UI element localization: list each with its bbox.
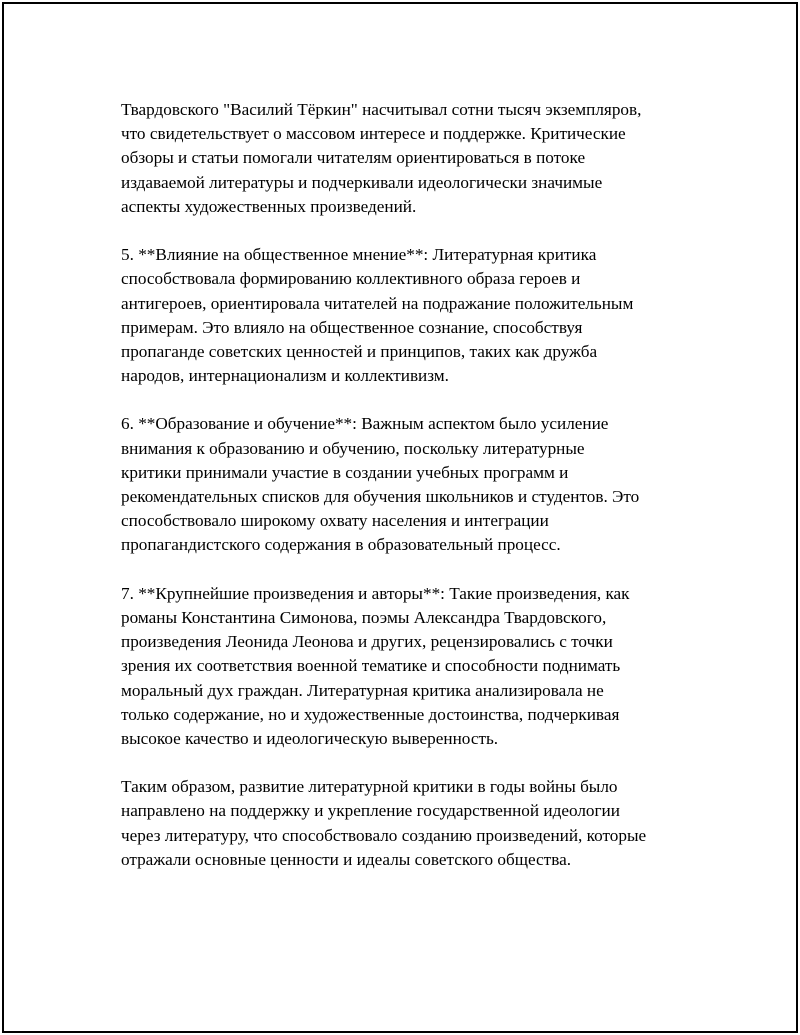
text-line: направлено на поддержку и укрепление государственной идеологии xyxy=(121,801,620,821)
paragraph-item-5 xyxy=(121,243,691,388)
text-line: моральный дух граждан. Литературная критика анализировала не xyxy=(121,680,604,700)
text-line: аспекты художественных произведений. xyxy=(121,196,417,216)
page-frame xyxy=(2,2,798,1033)
text-line: примерам. Это влияло на общественное сознание, способствуя xyxy=(121,317,583,337)
text-line: антигероев, ориентировала читателей на подражание положительным xyxy=(121,293,634,313)
text-line: Твардовского "Василий Тёркин" насчитывал сотни тысяч экземпляров, xyxy=(121,100,642,119)
text-line: романы Константина Симонова, поэмы Александра Твардовского, xyxy=(121,607,607,627)
text-line: 5. **Влияние на общественное мнение**: Литературная критика xyxy=(121,245,597,265)
text-line: способствовало широкому охвату населения и интеграции xyxy=(121,511,549,531)
text-line: рекомендательных списков для обучения школьников и студентов. Это xyxy=(121,487,640,506)
text-line: обзоры и статьи помогали читателям ориентироваться в потоке xyxy=(121,148,586,168)
text-line: народов, интернационализм и коллективизм. xyxy=(121,366,449,386)
text-line: способствовала формированию коллективного образа героев и xyxy=(121,269,581,289)
text-line: пропаганде советских ценностей и принципов, таких как дружба xyxy=(121,341,598,361)
text-line: 7. **Крупнейшие произведения и авторы**: Такие произведения, как xyxy=(121,583,630,603)
text-line: критики принимали участие в создании учебных программ и xyxy=(121,462,569,482)
text-line: пропагандистского содержания в образовательный процесс. xyxy=(121,535,561,555)
paragraph-item-6 xyxy=(121,412,691,557)
text-line: внимания к образованию и обучению, поскольку литературные xyxy=(121,438,585,458)
text-line: издаваемой литературы и подчеркивали идеологически значимые xyxy=(121,172,603,192)
text-line: только содержание, но и художественные достоинства, подчеркивая xyxy=(121,704,620,724)
document-body xyxy=(121,98,691,896)
text-line: через литературу, что способствовало созданию произведений, которые xyxy=(121,825,647,845)
paragraph-intro xyxy=(121,98,691,219)
text-line: высокое качество и идеологическую выверенность. xyxy=(121,728,499,748)
text-line: отражали основные ценности и идеалы советского общества. xyxy=(121,849,572,869)
text-line: что свидетельствует о массовом интересе и поддержке. Критические xyxy=(121,124,626,144)
text-line: произведения Леонида Леонова и других, рецензировались с точки xyxy=(121,632,613,652)
text-line: Таким образом, развитие литературной критики в годы войны было xyxy=(121,777,618,797)
paragraph-item-7 xyxy=(121,582,691,751)
text-line: зрения их соответствия военной тематике и способности поднимать xyxy=(121,656,621,676)
text-line: 6. **Образование и обучение**: Важным аспектом было усиление xyxy=(121,414,609,434)
paragraph-conclusion xyxy=(121,775,691,872)
